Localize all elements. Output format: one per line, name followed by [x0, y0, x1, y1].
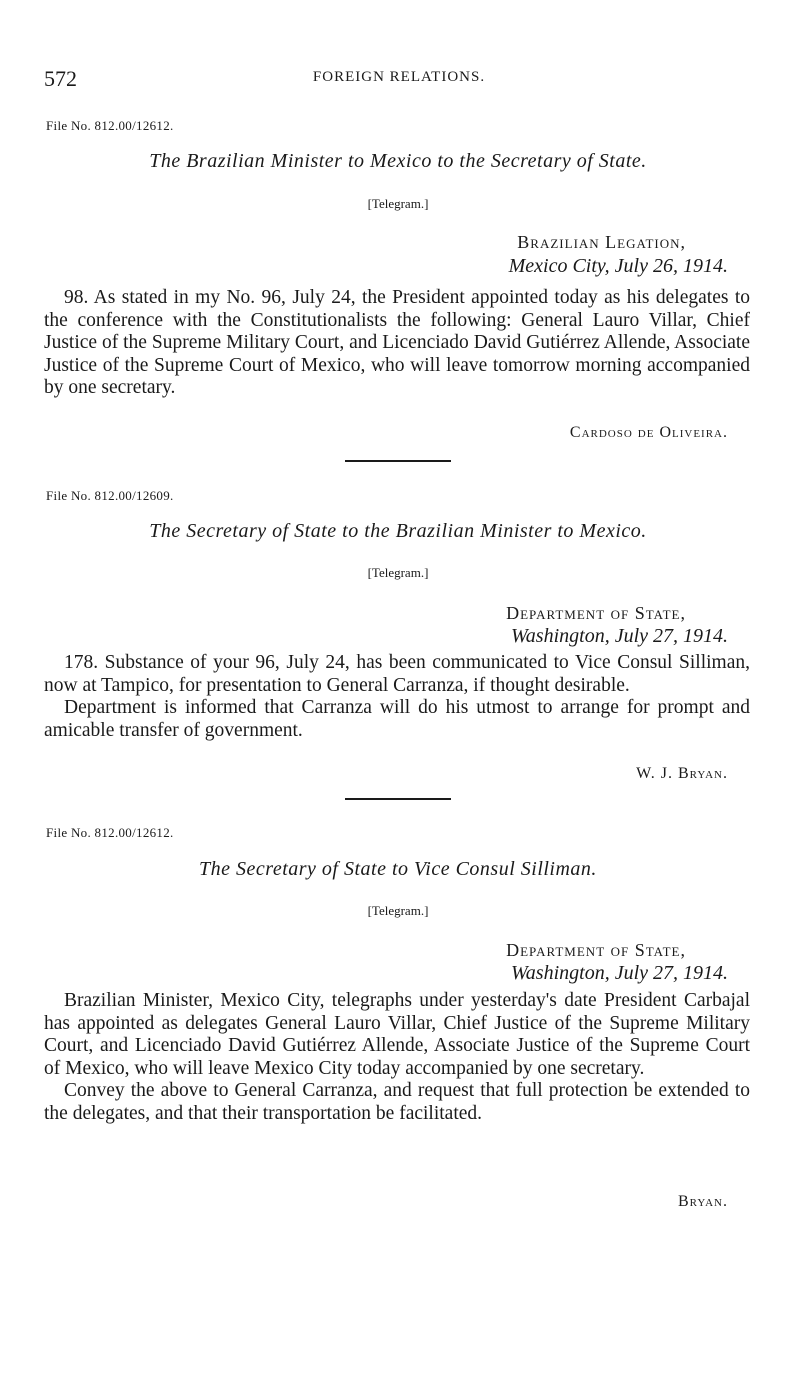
body-paragraph: 178. Substance of your 96, July 24, has been communicated to Vice Consul Silliman, now at Tampico, for presentation to General Carranza, if thought desirable. — [44, 652, 750, 696]
document-title: The Secretary of State to the Brazilian Minister to Mexico. — [149, 520, 647, 542]
body-paragraph: Brazilian Minister, Mexico City, telegraphs under yesterday's date President Carbajal has appointed as delegates General Lauro Villar, Chief Justice of the Supreme Military Court, and Licenciado David Gutiérrez Allende, Associate Justice of the Supreme Court of Mexico, who will leave Mexico City today accompanied by one secretary. — [44, 990, 750, 1079]
file-number: File No. 812.00/12609. — [46, 488, 174, 503]
page-header — [44, 66, 754, 92]
place-line: Department of State, — [506, 603, 686, 623]
telegram-label: [Telegram.] — [367, 196, 429, 211]
document-title: The Secretary of State to Vice Consul Silliman. — [199, 858, 597, 880]
date-line: Washington, July 27, 1914. — [510, 625, 728, 647]
body-paragraph: 98. As stated in my No. 96, July 24, the President appointed today as his delegates to the conference with the Constitutionalists the following: General Lauro Villar, Chief Justice of the Supreme Military Court, and Licenciado David Gutiérrez Allende, Associate Justice of the Supreme Court of Mexico, who will leave tomorrow morning accompanied by one secretary. — [44, 287, 750, 398]
file-number: File No. 812.00/12612. — [46, 118, 174, 133]
place-line: Brazilian Legation, — [517, 232, 686, 252]
document-body — [44, 652, 750, 742]
section-divider — [345, 798, 451, 800]
section-divider — [345, 460, 451, 462]
page-number: 572 — [44, 66, 77, 91]
document-body — [44, 990, 750, 1125]
document-title: The Brazilian Minister to Mexico to the Secretary of State. — [149, 150, 647, 172]
date-line: Mexico City, July 26, 1914. — [508, 255, 728, 277]
file-number: File No. 812.00/12612. — [46, 825, 174, 840]
place-line: Department of State, — [506, 940, 686, 960]
date-line: Washington, July 27, 1914. — [510, 962, 728, 984]
signature: Bryan. — [677, 1193, 728, 1210]
signature: W. J. Bryan. — [636, 765, 728, 782]
telegram-label: [Telegram.] — [367, 903, 429, 918]
document-body — [44, 287, 750, 400]
body-paragraph: Convey the above to General Carranza, and request that full protection be extended to the delegates, and that their transportation be facilitated. — [44, 1080, 750, 1124]
signature: Cardoso de Oliveira. — [569, 424, 728, 441]
telegram-label: [Telegram.] — [367, 565, 429, 580]
body-paragraph: Department is informed that Carranza will do his utmost to arrange for prompt and amicable transfer of government. — [44, 697, 750, 741]
running-head: FOREIGN RELATIONS. — [312, 69, 486, 85]
